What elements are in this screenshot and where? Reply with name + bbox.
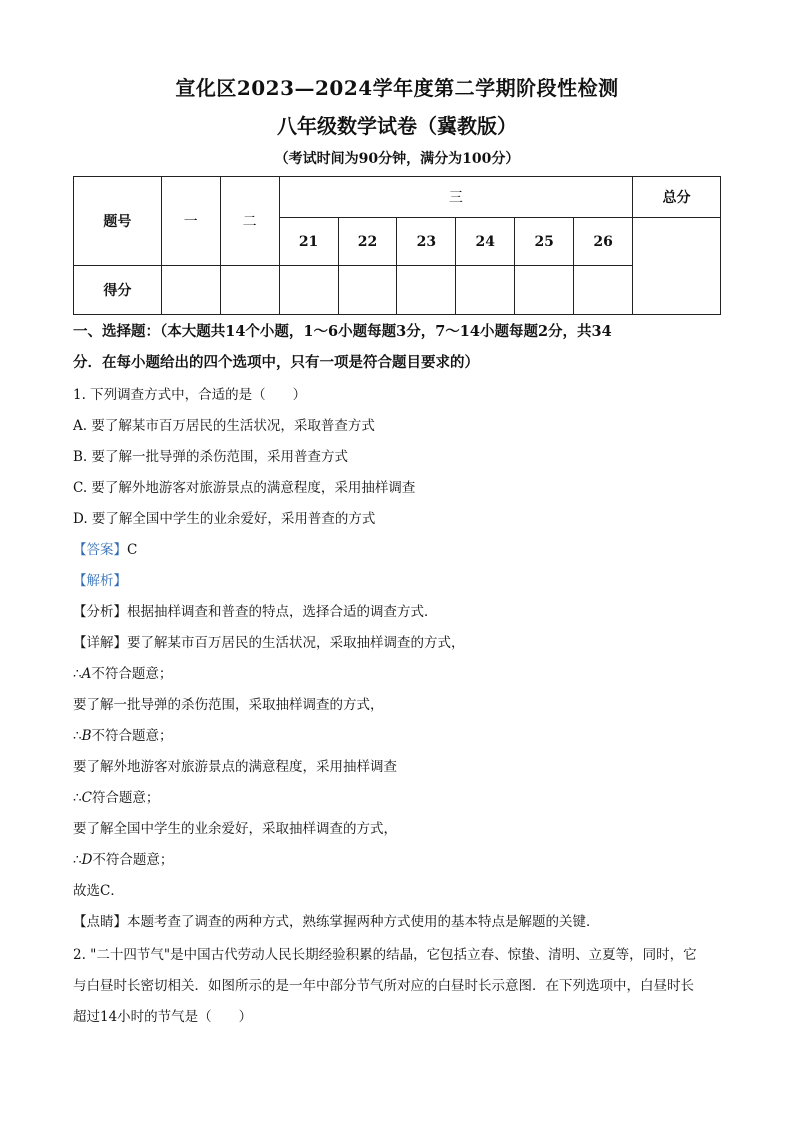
score-table xyxy=(73,176,721,315)
fenxi-text: 根据抽样调查和普查的特点，选择合适的调查方式． xyxy=(127,604,438,620)
solution-line xyxy=(73,664,172,684)
solution-line xyxy=(73,695,384,715)
solution-text: 要了解一批导弹的杀伤范围，采取抽样调查的方式， xyxy=(73,697,384,713)
solution-line xyxy=(73,726,173,746)
therefore-symbol: ∴ xyxy=(73,852,82,868)
solution-text: 不符合题意； xyxy=(91,728,173,744)
solution-line xyxy=(73,881,124,901)
score-cell xyxy=(220,266,279,315)
section1-heading: 一、选择题：（本大题共14个小题，1～6小题每题3分，7～14小题每题2分，共34 xyxy=(73,323,612,340)
header-section-3: 三 xyxy=(279,177,632,218)
score-cell xyxy=(397,266,456,315)
solution-text: 不符合题意； xyxy=(91,666,173,682)
option-c: C. 要了解外地游客对旅游景点的满意程度，采用抽样调查 xyxy=(73,480,416,496)
label-question-number: 题号 xyxy=(74,177,162,266)
sub-question-number: 25 xyxy=(515,218,574,266)
analysis-tag: 【解析】 xyxy=(73,573,127,589)
exam-info: （考试时间为90分钟，满分为100分） xyxy=(274,151,520,167)
option-b: B. 要了解一批导弹的杀伤范围，采用普查方式 xyxy=(73,449,349,465)
solution-line xyxy=(73,757,397,777)
fenxi-line xyxy=(73,602,438,622)
xiangjie-line xyxy=(73,633,465,653)
sub-question-number: 23 xyxy=(397,218,456,266)
option-letter: A xyxy=(81,666,92,682)
dianjing-tag: 【点睛】 xyxy=(73,914,127,930)
option-d: D. 要了解全国中学生的业余爱好，采用普查的方式 xyxy=(73,511,376,527)
dianjing-text: 本题考查了调查的两种方式，熟练掌握两种方式使用的基本特点是解题的关键． xyxy=(127,914,600,930)
option-a: A. 要了解某市百万居民的生活状况，采取普查方式 xyxy=(73,418,375,434)
answer-line xyxy=(73,540,137,560)
header-total: 总分 xyxy=(633,177,721,218)
label-score: 得分 xyxy=(74,266,162,315)
solution-line xyxy=(73,850,173,870)
sub-question-number: 22 xyxy=(338,218,397,266)
sub-question-number: 21 xyxy=(279,218,338,266)
option-letter: B xyxy=(81,728,92,744)
header-section-2: 二 xyxy=(220,177,279,266)
solution-text: 要了解外地游客对旅游景点的满意程度，采用抽样调查 xyxy=(73,759,397,775)
score-cell xyxy=(338,266,397,315)
score-cell xyxy=(279,266,338,315)
fenxi-tag: 【分析】 xyxy=(73,604,127,620)
exam-title: 宣化区2023—2024学年度第二学期阶段性检测 xyxy=(175,76,619,100)
question-2-stem-end: 超过14小时的节气是（ ） xyxy=(73,1009,253,1025)
score-cell xyxy=(456,266,515,315)
section1-heading-cont: 分．在每小题给出的四个选项中，只有一项是符合题目要求的） xyxy=(73,354,479,371)
score-cell xyxy=(515,266,574,315)
sub-question-number: 26 xyxy=(574,218,633,266)
header-section-1: 一 xyxy=(161,177,220,266)
solution-line xyxy=(73,819,397,839)
answer-value: C xyxy=(127,542,138,558)
total-score-cell xyxy=(633,218,721,315)
solution-text: 故选C． xyxy=(73,883,124,899)
sub-question-number: 24 xyxy=(456,218,515,266)
question-2-stem: 2. "二十四节气"是中国古代劳动人民长期经验积累的结晶，它包括立春、惊蛰、清明、立夏等，同时，它 xyxy=(73,947,697,963)
exam-subtitle: 八年级数学试卷（冀教版） xyxy=(277,114,517,138)
solution-text: 不符合题意； xyxy=(92,852,174,868)
therefore-symbol: ∴ xyxy=(73,790,82,806)
solution-text: 符合题意； xyxy=(91,790,160,806)
therefore-symbol: ∴ xyxy=(73,728,82,744)
score-cell xyxy=(161,266,220,315)
analysis-line xyxy=(73,571,127,591)
question-2-stem-cont: 与白昼时长密切相关．如图所示的是一年中部分节气所对应的白昼时长示意图．在下列选项中，白昼时长 xyxy=(73,978,694,994)
xiangjie-text: 要了解某市百万居民的生活状况，采取抽样调查的方式， xyxy=(127,635,465,651)
score-cell xyxy=(574,266,633,315)
xiangjie-tag: 【详解】 xyxy=(73,635,127,651)
question-1-stem: 1. 下列调查方式中，合适的是（ ） xyxy=(73,387,307,403)
therefore-symbol: ∴ xyxy=(73,666,82,682)
answer-tag: 【答案】 xyxy=(73,542,127,558)
solution-line xyxy=(73,788,159,808)
dianjing-line xyxy=(73,912,600,932)
option-letter: C xyxy=(81,790,92,806)
solution-text: 要了解全国中学生的业余爱好，采取抽样调查的方式， xyxy=(73,821,397,837)
option-letter: D xyxy=(81,852,93,868)
